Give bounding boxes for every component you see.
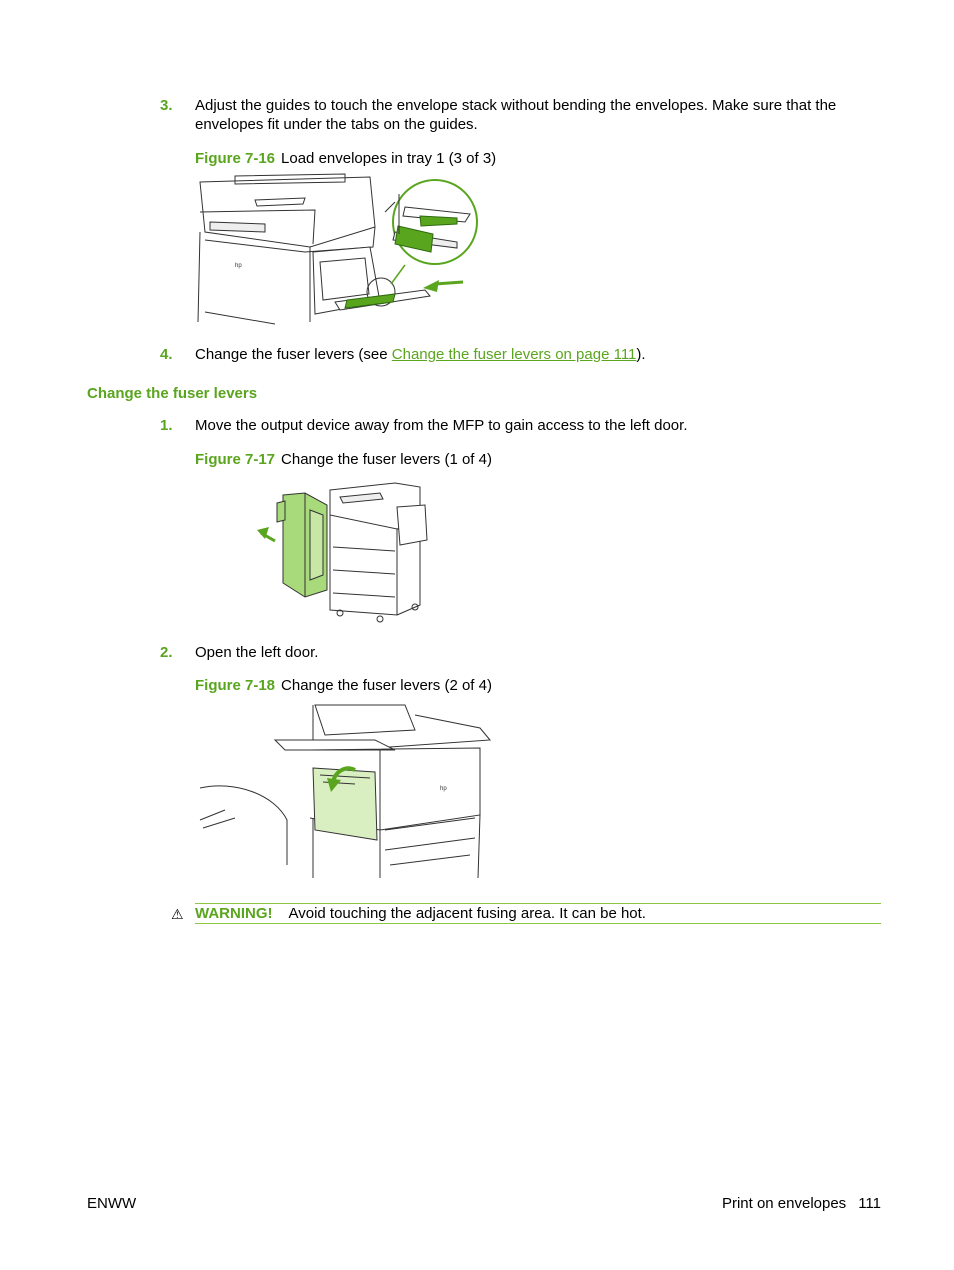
- step-3-line-1: Adjust the guides to touch the envelope stack without bending the envelopes. Make sure that the: [195, 97, 837, 114]
- fuser-levers-link[interactable]: Change the fuser levers on page 111: [391, 346, 637, 363]
- figure-7-18-illustration: [195, 700, 495, 882]
- footer-right: [722, 1194, 881, 1213]
- svg-text:hp: hp: [235, 263, 242, 269]
- footer-page-number: 111: [858, 1195, 881, 1212]
- step-4-suffix: ).: [636, 346, 646, 363]
- svg-text:hp: hp: [440, 786, 447, 792]
- step-4-prefix: Change the fuser levers (see: [195, 346, 392, 363]
- section-heading: Change the fuser levers: [87, 385, 258, 402]
- warning-label: WARNING!: [195, 905, 273, 922]
- warning-block: [195, 904, 646, 923]
- figure-caption-text: Change the fuser levers (2 of 4): [281, 677, 492, 694]
- figure-7-16-caption: [195, 149, 496, 168]
- step-number-3: 3.: [160, 97, 173, 114]
- warning-triangle-icon: ⚠: [171, 906, 184, 922]
- step-number-1: 1.: [160, 417, 173, 434]
- step-3-line-2: envelopes fit under the tabs on the guides.: [195, 116, 478, 133]
- figure-7-17-caption: [195, 450, 492, 469]
- figure-7-17-illustration: [255, 475, 430, 625]
- step-number-4: 4.: [160, 346, 173, 363]
- figure-label: Figure 7-17: [195, 451, 276, 468]
- figure-label: Figure 7-16: [195, 150, 276, 167]
- figure-caption-text: Load envelopes in tray 1 (3 of 3): [281, 150, 497, 167]
- step-number-2: 2.: [160, 644, 173, 661]
- warning-text: Avoid touching the adjacent fusing area. It can be hot.: [288, 905, 646, 922]
- footer-left: ENWW: [87, 1195, 137, 1212]
- footer-section-title: Print on envelopes: [721, 1195, 847, 1212]
- figure-caption-text: Change the fuser levers (1 of 4): [281, 451, 492, 468]
- step-1-text: Move the output device away from the MFP to gain access to the left door.: [195, 417, 688, 434]
- step-4-text: [195, 345, 646, 364]
- figure-label: Figure 7-18: [195, 677, 276, 694]
- warning-bottom-rule: [195, 923, 881, 924]
- figure-7-18-caption: [195, 676, 492, 695]
- figure-7-16-illustration: [195, 172, 485, 327]
- step-2-text: Open the left door.: [195, 644, 319, 661]
